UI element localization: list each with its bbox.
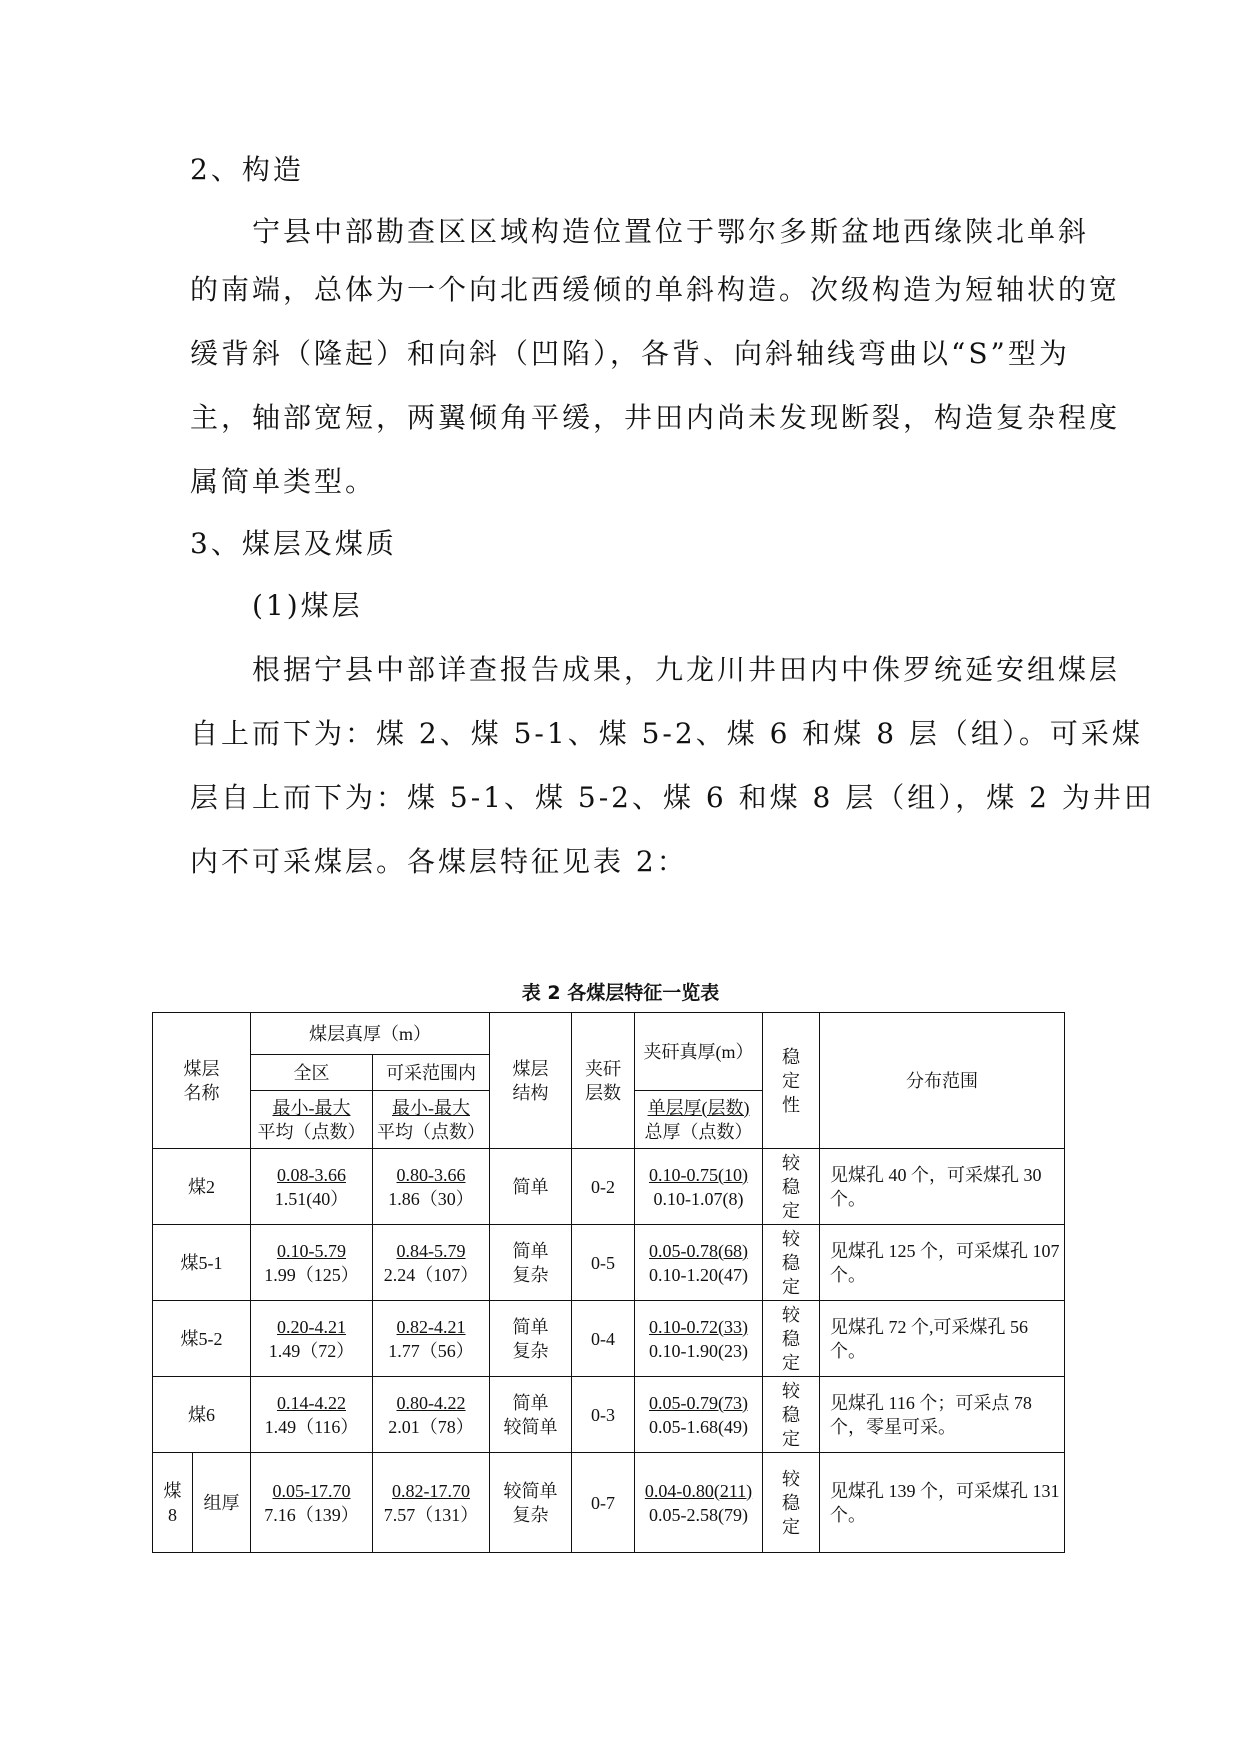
parting-count: 0-5: [572, 1225, 635, 1301]
table-row: [153, 1377, 1065, 1453]
parting-thickness: 0.10-0.72(33) 0.10-1.90(23): [635, 1301, 763, 1377]
stability: 较稳定: [763, 1377, 820, 1453]
paragraph-line: 根据宁县中部详查报告成果，九龙川井田内中侏罗统延安组煤层: [190, 653, 1121, 686]
header-parting-count: 夹矸层数: [572, 1013, 635, 1149]
minable-thickness: 0.82-17.70 7.57（131）: [373, 1453, 490, 1553]
paragraph-line: 宁县中部勘查区区域构造位置位于鄂尔多斯盆地西缘陕北单斜: [190, 215, 1090, 248]
seam-structure: 简单: [490, 1149, 572, 1225]
stability: 较稳定: [763, 1453, 820, 1553]
header-parting-sub: 单层厚(层数) 总厚（点数）: [635, 1091, 763, 1149]
seam-name: 煤2: [153, 1149, 251, 1225]
paragraph-line: 的南端，总体为一个向北西缓倾的单斜构造。次级构造为短轴状的宽: [190, 273, 1121, 306]
header-thickness: 煤层真厚（m）: [251, 1013, 490, 1055]
seam-name: 煤5-2: [153, 1301, 251, 1377]
parting-count: 0-7: [572, 1453, 635, 1553]
whole-thickness: 0.08-3.66 1.51(40）: [251, 1149, 373, 1225]
minable-thickness: 0.82-4.21 1.77（56）: [373, 1301, 490, 1377]
whole-thickness: 0.05-17.70 7.16（139）: [251, 1453, 373, 1553]
parting-count: 0-4: [572, 1301, 635, 1377]
stability: 较稳定: [763, 1149, 820, 1225]
seam-structure: 较简单 复杂: [490, 1453, 572, 1553]
paragraph-line: 缓背斜（隆起）和向斜（凹陷），各背、向斜轴线弯曲以“S”型为: [190, 337, 1070, 370]
whole-thickness: 0.20-4.21 1.49（72）: [251, 1301, 373, 1377]
minable-thickness: 0.80-3.66 1.86（30）: [373, 1149, 490, 1225]
header-parting-thickness: 夹矸真厚(m）: [635, 1013, 763, 1091]
header-distribution: 分布范围: [820, 1013, 1065, 1149]
seam-structure: 简单 较简单: [490, 1377, 572, 1453]
parting-thickness: 0.05-0.78(68) 0.10-1.20(47): [635, 1225, 763, 1301]
header-whole: 全区: [251, 1055, 373, 1091]
distribution: 见煤孔 116 个；可采点 78 个，零星可采。: [820, 1377, 1065, 1453]
table-row: [153, 1149, 1065, 1225]
paragraph-line: 自上而下为：煤 2、煤 5-1、煤 5-2、煤 6 和煤 8 层（组）。可采煤: [190, 717, 1143, 750]
subsection-heading-seams: (1)煤层: [190, 589, 363, 622]
seam-name: 煤8: [153, 1453, 193, 1553]
table-row: [153, 1301, 1065, 1377]
seam-name: 煤5-1: [153, 1225, 251, 1301]
stability: 较稳定: [763, 1225, 820, 1301]
distribution: 见煤孔 40 个，可采煤孔 30 个。: [820, 1149, 1065, 1225]
distribution: 见煤孔 125 个，可采煤孔 107 个。: [820, 1225, 1065, 1301]
table-caption: 表 2 各煤层特征一览表: [521, 982, 720, 1004]
coal-seam-table: [152, 1012, 1065, 1553]
parting-count: 0-2: [572, 1149, 635, 1225]
seam-name: 煤6: [153, 1377, 251, 1453]
seam-structure: 简单 复杂: [490, 1301, 572, 1377]
parting-count: 0-3: [572, 1377, 635, 1453]
whole-thickness: 0.10-5.79 1.99（125）: [251, 1225, 373, 1301]
section-heading-structure: 2、构造: [190, 153, 304, 186]
distribution: 见煤孔 72 个,可采煤孔 56 个。: [820, 1301, 1065, 1377]
header-structure: 煤层结构: [490, 1013, 572, 1149]
minable-thickness: 0.84-5.79 2.24（107）: [373, 1225, 490, 1301]
parting-thickness: 0.05-0.79(73) 0.05-1.68(49): [635, 1377, 763, 1453]
minable-thickness: 0.80-4.22 2.01（78）: [373, 1377, 490, 1453]
header-whole-sub: 最小-最大 平均（点数）: [251, 1091, 373, 1149]
whole-thickness: 0.14-4.22 1.49（116）: [251, 1377, 373, 1453]
seam-sub-label: 组厚: [193, 1453, 251, 1553]
paragraph-line: 主，轴部宽短，两翼倾角平缓，井田内尚未发现断裂，构造复杂程度: [190, 401, 1121, 434]
header-stability: 稳定性: [763, 1013, 820, 1149]
paragraph-line: 内不可采煤层。各煤层特征见表 2：: [190, 845, 688, 878]
section-heading-coal: 3、煤层及煤质: [190, 527, 397, 560]
parting-thickness: 0.10-0.75(10) 0.10-1.07(8): [635, 1149, 763, 1225]
table-row: [153, 1453, 1065, 1553]
paragraph-line: 属简单类型。: [190, 465, 377, 498]
table-row: [153, 1225, 1065, 1301]
seam-structure: 简单 复杂: [490, 1225, 572, 1301]
paragraph-line: 层自上而下为：煤 5-1、煤 5-2、煤 6 和煤 8 层（组），煤 2 为井田: [190, 781, 1155, 814]
header-minable: 可采范围内: [373, 1055, 490, 1091]
distribution: 见煤孔 139 个，可采煤孔 131 个。: [820, 1453, 1065, 1553]
stability: 较稳定: [763, 1301, 820, 1377]
header-minable-sub: 最小-最大 平均（点数）: [373, 1091, 490, 1149]
header-name: 煤层名称: [153, 1013, 251, 1149]
parting-thickness: 0.04-0.80(211) 0.05-2.58(79): [635, 1453, 763, 1553]
